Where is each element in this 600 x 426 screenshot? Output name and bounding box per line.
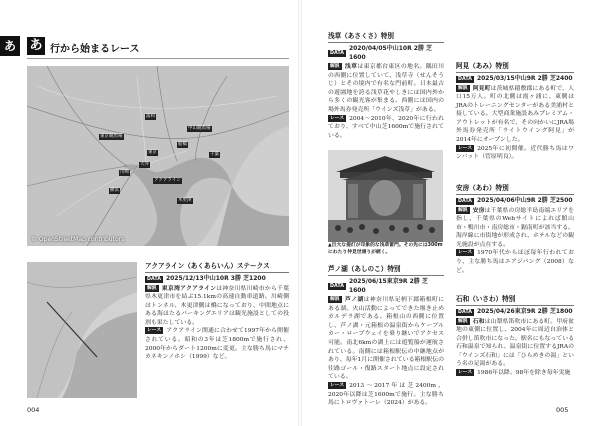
map-label-chiba: 千葉 xyxy=(210,152,219,157)
page-gutter xyxy=(298,0,302,426)
entry-asakusa-desc: は東京都台東区の地名。隅田川の西側に位置していて、浅草寺（せんそうじ）とその境内で有名な門前町。日本最古の遊園地を誇る浅草花やしきには国内外から多くの観光客が集まる。西側には国内の場外馬券発売所「ウインズ浅草」がある。 xyxy=(328,64,445,113)
chapter-title: 行から始まるレース xyxy=(50,44,140,55)
folio-left: 004 xyxy=(27,406,40,414)
entry-awa-race xyxy=(456,249,574,275)
kaisetsu-tag: 解説 xyxy=(147,285,157,291)
entry-awa-body xyxy=(456,207,574,250)
map-label-aqualine: アクアライン xyxy=(154,178,181,183)
map-label-tokyo: 東京 xyxy=(148,150,157,155)
kaisetsu-tag: 解説 xyxy=(330,297,340,302)
entry-aqualine-data: 2025/12/13中山10R 3勝 芝1200 xyxy=(165,275,266,282)
data-tag: DATA xyxy=(458,309,472,315)
entry-isawa-body xyxy=(456,318,574,370)
map-label-nakayama-racecourse: 中山競馬場 xyxy=(188,126,211,131)
entry-asakusa-data: 2020/04/05中山10R 2勝 芝1600 xyxy=(348,45,433,61)
entry-awa xyxy=(456,184,574,275)
entry-awa-desc: は千葉県の房総半島南端エリアを指し、千葉県のWebサイトによれば館山市・鴨川市・南房総市・鋸南町が該当する。海岸線に市街地が形成され、ホテルなどの観光施設が点在する。 xyxy=(456,207,575,248)
entry-ashinoko-desc: は神奈川県足柄下郡箱根町にある湖。火山活動によってできた堰き止めカルデラ湖である。箱根山の西側に位置し、芦ノ湖・元箱根の温泉街からケーブルカー・ロープウェイを乗り継いでアクセス可能。南北6kmの湖上には遊覧船が運航されている。南側には箱根駅伝の中継地点があり、毎年1月に開催されている箱根駅伝の往路ゴール・復路スタート地点に設定されている。 xyxy=(328,297,445,381)
race-tag: レース xyxy=(458,145,473,151)
map-label-kisarazu: 木更津 xyxy=(178,198,192,203)
entry-ashinoko-body xyxy=(328,296,444,382)
kanto-map xyxy=(27,66,289,246)
kaminarimon-caption: ▲巨大な提灯が印象的な浅草雷門。その先には300mにわたり仲見世通りが続く。 xyxy=(328,243,443,255)
entry-asakusa-lead: 浅草 xyxy=(344,63,358,70)
entry-isawa-title: 石和（いさわ）特別 xyxy=(456,295,574,306)
entry-isawa-desc: は山梨県笛吹市にある町。甲府盆地の東側に位置し、2004年に周辺自治体と合併し笛吹市になった。駅名にもなっている石和温泉で知られ、温泉街に位置するJRAの「ウインズ石和」には「ひらめきの湯」という名の足湯がある。 xyxy=(456,318,575,368)
race-tag: レース xyxy=(458,370,473,376)
entry-ami-body xyxy=(456,85,574,145)
entry-ami xyxy=(456,62,574,162)
entry-aqualine-lead: 東京湾アクアライン xyxy=(161,284,217,292)
entry-asakusa-data-row xyxy=(328,45,444,62)
race-tag: レース xyxy=(458,250,473,256)
chapter-badge: あ xyxy=(27,37,45,55)
entry-ashinoko-race xyxy=(328,382,444,408)
entry-aqualine xyxy=(145,262,289,362)
entry-isawa-race-text: 1986年以降、98年を除き毎年実施 xyxy=(477,370,571,377)
kaisetsu-tag: 解説 xyxy=(458,207,468,213)
entry-ami-race-text: 2025年に初開催。近代勝ち馬はワンバット（菅原明良）。 xyxy=(456,145,574,161)
chapter-rule xyxy=(27,58,289,59)
entry-ami-race xyxy=(456,145,574,162)
map-label-oi: 大井 xyxy=(140,162,149,167)
data-tag: DATA xyxy=(330,51,344,56)
entry-isawa-data-row xyxy=(456,308,574,317)
entry-ashinoko-lead: 芦ノ湖 xyxy=(344,296,364,303)
map-label-funabashi: 船橋 xyxy=(178,142,187,147)
data-tag: DATA xyxy=(458,198,472,204)
entry-awa-data-row xyxy=(456,197,574,206)
map-label-kawasaki: 川崎 xyxy=(120,170,129,175)
entry-aqualine-data-row xyxy=(145,275,289,284)
entry-asakusa-race xyxy=(328,115,444,141)
tokyo-bay-map xyxy=(27,262,137,398)
entry-ashinoko-data: 2025/06/15東京9R 2勝 芝1600 xyxy=(348,278,428,294)
folio-right: 005 xyxy=(556,406,569,414)
entry-aqualine-title: アクアライン（あくあらいん）ステークス xyxy=(145,262,289,273)
entry-awa-lead: 安房 xyxy=(472,206,485,214)
entry-ashinoko-data-row xyxy=(328,278,444,295)
entry-asakusa-title: 浅草（あさくさ）特別 xyxy=(328,32,444,43)
map-label-yokohama: 横浜 xyxy=(110,188,119,193)
entry-ami-data-row xyxy=(456,75,574,84)
entry-aqualine-body xyxy=(145,285,289,328)
tokyo-bay-map-graphic xyxy=(27,262,137,398)
entry-asakusa xyxy=(328,32,444,140)
map-label-urawa: 浦和 xyxy=(146,114,155,119)
kaisetsu-tag: 解説 xyxy=(330,64,340,69)
entry-aqualine-race xyxy=(145,327,289,361)
kaminarimon-photo-graphic xyxy=(328,150,443,242)
kaminarimon-photo xyxy=(328,150,443,242)
race-tag: レース xyxy=(330,115,345,121)
entry-asakusa-body xyxy=(328,63,444,115)
entry-isawa-lead: 石和 xyxy=(472,317,485,325)
race-tag: レース xyxy=(330,382,345,388)
kanto-map-graphic xyxy=(27,66,289,246)
race-tag: レース xyxy=(147,328,162,334)
map-credit: © OpenStreetMap contributors xyxy=(31,236,125,243)
kaisetsu-tag: 解説 xyxy=(458,318,468,324)
thumb-index-tab[interactable]: あ xyxy=(0,36,20,56)
entry-awa-race-text: 1970年代からほぼ毎年行われており、主な勝ち馬はエアジパング（2008）など。 xyxy=(456,250,574,274)
kaisetsu-tag: 解説 xyxy=(458,85,468,91)
entry-awa-data: 2025/04/06中山9R 2勝 芝2500 xyxy=(476,197,573,204)
entry-isawa-data: 2025/04/26東京9R 2勝 芝1800 xyxy=(476,308,573,315)
entry-asakusa-race-text: 2004～2010年、2020年に行われており、すべて中山芝1600mで施行されている。 xyxy=(328,115,444,139)
entry-aqualine-desc: は神奈川県川崎市から千葉県木更津市を結ぶ15.1kmの高速自動車道路。川崎側はトンネル、木更津側は橋になっており、中間地点にある海ほたるパーキングエリアは観光施設としての役割も果たしている。 xyxy=(145,285,290,326)
entry-awa-title: 安房（あわ）特別 xyxy=(456,184,574,195)
data-tag: DATA xyxy=(458,76,472,82)
entry-aqualine-race-text: アクアライン開通に合わせて1997年から開催されている。昭和の3年は芝1800mで施行され、2000年からダート1200mに変更。主な勝ち馬にマチカネキンノホシ（1999）など。 xyxy=(145,328,289,361)
entry-ami-lead: 阿見町 xyxy=(472,84,491,92)
data-tag: DATA xyxy=(147,276,161,282)
entry-ami-data: 2025/03/15中山9R 2勝 芝2400 xyxy=(476,75,573,82)
entry-ashinoko-title: 芦ノ湖（あしのこ）特別 xyxy=(328,265,444,276)
entry-ami-title: 阿見（あみ）特別 xyxy=(456,62,574,73)
entry-ashinoko xyxy=(328,265,444,408)
entry-ami-desc: は茨城県稲敷郡にある町で、人口15万人。町の北側は霞ヶ浦に、東側はJRAのトレーニングセンターがある美浦村と接している。大型商業施設あみプレミアム・アウトレットが有名で、その向かいにJRA場外馬券発売所「ライトウイング阿見」が2014年にオープンした。 xyxy=(456,85,574,144)
entry-isawa xyxy=(456,295,574,378)
map-label-tokyo-racecourse: 東京競馬場 xyxy=(100,134,123,139)
entry-isawa-race xyxy=(456,369,574,378)
entry-ashinoko-race-text: 2013～2017年は芝2400m、2020年以降は芝1600mで施行。主な勝ち馬にトロヴァトーレ（2024）がある。 xyxy=(328,382,444,407)
data-tag: DATA xyxy=(330,284,344,289)
